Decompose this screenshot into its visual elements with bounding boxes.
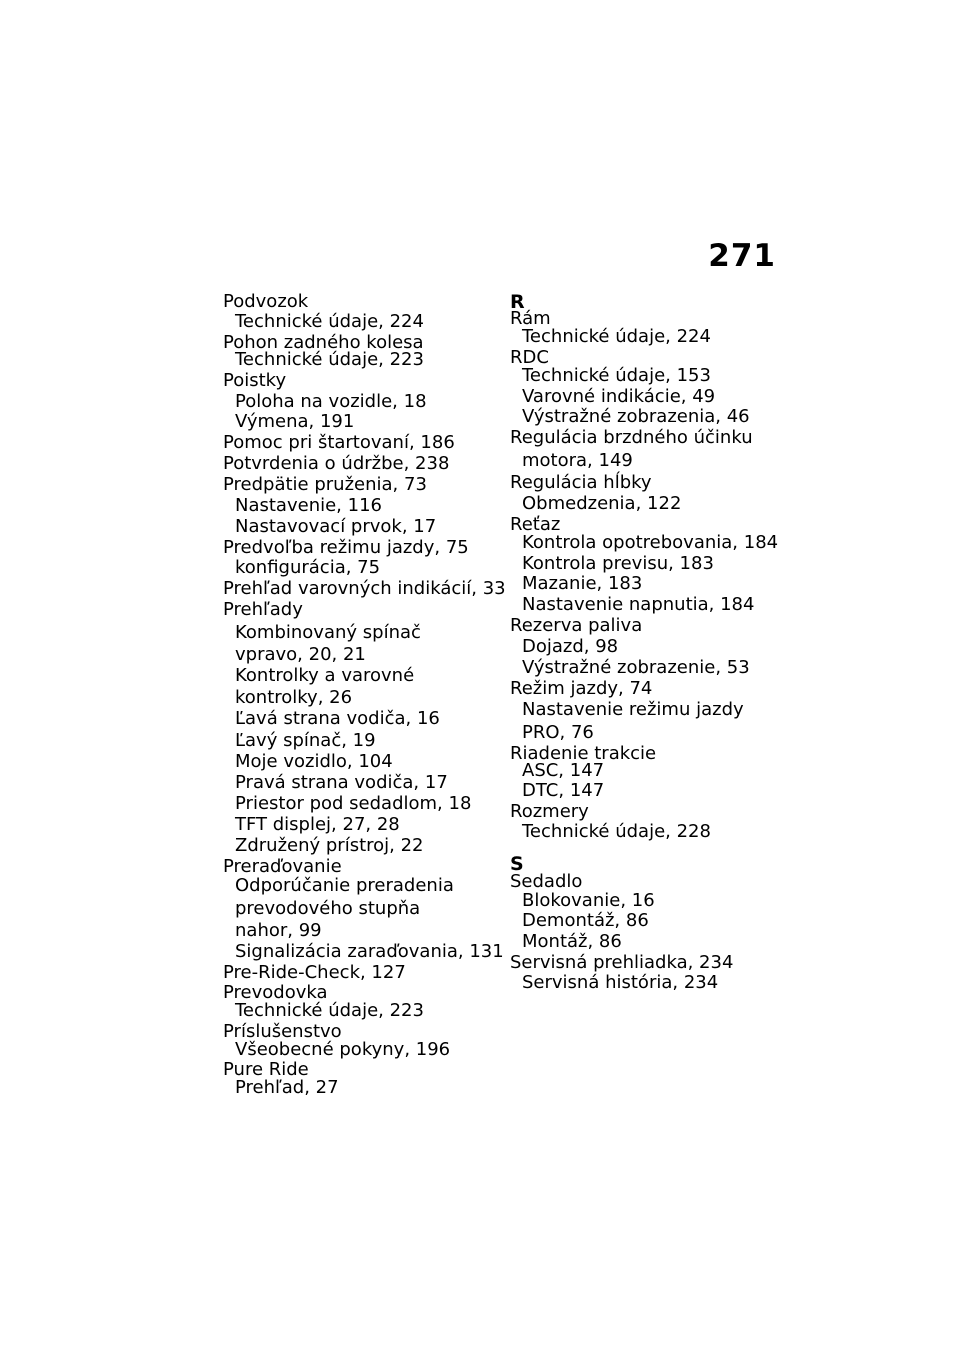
index-subentry: vpravo, 20, 21 <box>235 644 366 665</box>
index-subentry: Blokovanie, 16 <box>522 890 655 911</box>
index-subentry: Technické údaje, 153 <box>522 365 711 386</box>
index-subentry: Servisná história, 234 <box>522 972 719 993</box>
index-subentry: Kontrola opotrebovania, 184 <box>522 532 779 553</box>
index-subentry: Výstražné zobrazenie, 53 <box>522 657 750 678</box>
index-subentry: nahor, 99 <box>235 920 322 941</box>
index-entry: Potvrdenia o údržbe, 238 <box>223 453 450 474</box>
index-entry: Prevodovka <box>223 982 328 1003</box>
index-subentry: Mazanie, 183 <box>522 573 643 594</box>
index-subentry: Výstražné zobrazenia, 46 <box>522 406 750 427</box>
index-subentry: DTC, 147 <box>522 780 605 801</box>
index-subentry: Kombinovaný spínač <box>235 622 421 643</box>
index-entry: Prehľady <box>223 599 303 620</box>
index-subentry: kontrolky, 26 <box>235 687 353 708</box>
index-entry: Pomoc pri štartovaní, 186 <box>223 432 455 453</box>
index-entry: Regulácia brzdného účinku <box>510 427 753 448</box>
index-subentry: Ľavý spínač, 19 <box>235 730 376 751</box>
index-subentry: PRO, 76 <box>522 722 594 743</box>
index-subentry: Technické údaje, 223 <box>235 1000 424 1021</box>
index-subentry: Nastavovací prvok, 17 <box>235 516 437 537</box>
index-subentry: TFT displej, 27, 28 <box>235 814 400 835</box>
index-entry: Príslušenstvo <box>223 1021 342 1042</box>
index-entry: Reťaz <box>510 514 561 535</box>
index-entry: Rezerva paliva <box>510 615 643 636</box>
index-entry: Prehľad varovných indikácií, 33 <box>223 578 506 599</box>
index-subentry: Kontrolky a varovné <box>235 665 415 686</box>
index-entry: Pohon zadného kolesa <box>223 332 424 353</box>
index-subentry: Technické údaje, 224 <box>522 326 711 347</box>
index-entry: Rozmery <box>510 801 589 822</box>
index-subentry: Poloha na vozidle, 18 <box>235 391 427 412</box>
index-subentry: Moje vozidlo, 104 <box>235 751 393 772</box>
index-subentry: Technické údaje, 228 <box>522 821 711 842</box>
index-entry: Regulácia hĺbky <box>510 472 652 493</box>
index-section-letter: R <box>510 291 525 313</box>
index-subentry: motora, 149 <box>522 450 633 471</box>
index-subentry: Dojazd, 98 <box>522 636 619 657</box>
index-subentry: Technické údaje, 224 <box>235 311 424 332</box>
index-section-letter: S <box>510 853 524 875</box>
index-subentry: Výmena, 191 <box>235 411 355 432</box>
index-entry: Servisná prehliadka, 234 <box>510 952 734 973</box>
index-subentry: Nastavenie napnutia, 184 <box>522 594 755 615</box>
index-subentry: Nastavenie režimu jazdy <box>522 699 744 720</box>
index-subentry: Varovné indikácie, 49 <box>522 386 716 407</box>
index-entry: Podvozok <box>223 291 309 312</box>
index-entry: Pre-Ride-Check, 127 <box>223 962 406 983</box>
index-subentry: Technické údaje, 223 <box>235 349 424 370</box>
index-subentry: Združený prístroj, 22 <box>235 835 424 856</box>
index-subentry: Odporúčanie preradenia <box>235 875 454 896</box>
index-subentry: konfigurácia, 75 <box>235 557 381 578</box>
index-subentry: Obmedzenia, 122 <box>522 493 682 514</box>
index-entry: Poistky <box>223 370 287 391</box>
index-entry: Preraďovanie <box>223 856 342 877</box>
index-subentry: ASC, 147 <box>522 760 605 781</box>
index-subentry: Demontáž, 86 <box>522 910 649 931</box>
index-entry: Riadenie trakcie <box>510 743 657 764</box>
page-number: 271 <box>708 238 776 274</box>
index-subentry: Montáž, 86 <box>522 931 622 952</box>
index-entry: Sedadlo <box>510 871 583 892</box>
index-subentry: Všeobecné pokyny, 196 <box>235 1039 451 1060</box>
index-subentry: Prehľad, 27 <box>235 1077 339 1098</box>
index-subentry: Kontrola previsu, 183 <box>522 553 714 574</box>
index-subentry: Ľavá strana vodiča, 16 <box>235 708 440 729</box>
index-subentry: Signalizácia zaraďovania, 131 <box>235 941 504 962</box>
index-entry: RDC <box>510 347 549 368</box>
index-subentry: Nastavenie, 116 <box>235 495 382 516</box>
index-entry: Režim jazdy, 74 <box>510 678 653 699</box>
index-entry: Predvoľba režimu jazdy, 75 <box>223 537 469 558</box>
index-entry: Predpätie pruženia, 73 <box>223 474 427 495</box>
index-subentry: prevodového stupňa <box>235 898 421 919</box>
index-entry: Rám <box>510 308 551 329</box>
index-subentry: Priestor pod sedadlom, 18 <box>235 793 472 814</box>
index-entry: Pure Ride <box>223 1059 309 1080</box>
index-subentry: Pravá strana vodiča, 17 <box>235 772 448 793</box>
